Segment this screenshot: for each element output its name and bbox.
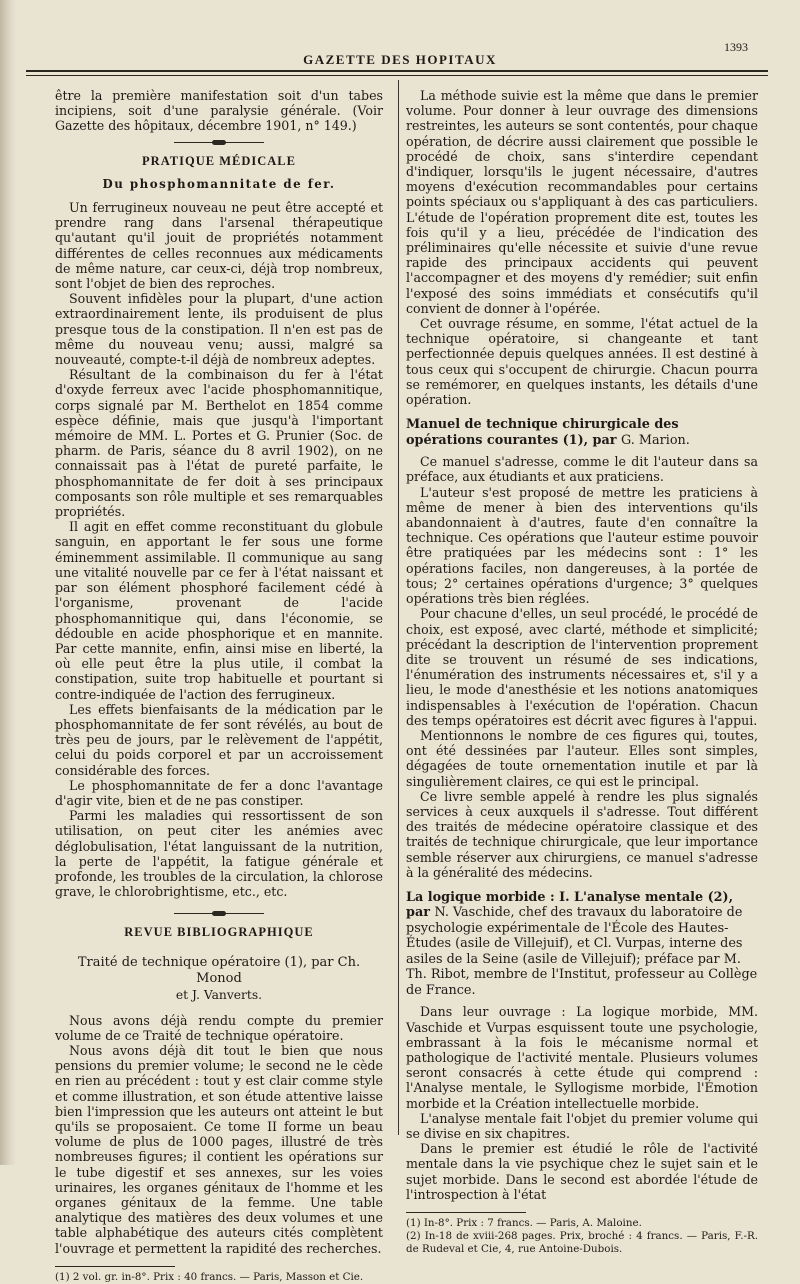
paragraph: L'auteur s'est proposé de mettre les praticiens à même de mener à bien des interventions qu'ils abandonnaient à d'autres, faute d'en connaître la technique. Ces opérations que l'auteur estime pouvoir être pratiquées par les médecins sont : 1° les opérations faciles, non dangereuses, à la portée de tous; 2° certaines opérations d'urgence; 3° quelques opérations très bien réglées. [406,484,758,607]
book-title-monod [55,955,383,1003]
header-rule-thin [26,75,768,76]
header-rule-thick [26,70,768,72]
footnote: (1) In-8°. Prix : 7 francs. — Paris, A. Maloine. [406,1217,642,1230]
paragraph: Il agit en effet comme reconstituant du globule sanguin, en apportant le fer sous une forme éminemment assimilable. Il communique au sang une vitalité nouvelle par ce fer à l'état naissant et par son élément phosphoré facilement cédé à l'organisme, provenant de l'acide phosphomannitique qui, dans l'économie, se dédouble en acide phosphorique et en mannite. Par cette mannite, enfin, ainsi mise en liberté, la où elle peut être la plus utile, il combat la constipation, suite trop habituelle et pourtant si contre-indiquée de l'action des ferrugineux. [55,519,383,702]
paragraph: Résultant de la combinaison du fer à l'état d'oxyde ferreux avec l'acide phosphomannitique, corps signalé par M. Berthelot en 1854 comme espèce définie, mais que jusqu'à l'important mémoire de MM. L. Portes et G. Prunier (Soc. de pharm. de Paris, séance du 8 avril 1902), on ne connaissait pas à l'état de pureté parfaite, le phosphomannitate de fer doit à ses principaux composants son rôle multiple et ses remarquables propriétés. [55,367,383,520]
paragraph: Un ferrugineux nouveau ne peut être accepté et prendre rang dans l'arsenal thérapeutique qu'autant qu'il jouit de propriétés notamment différentes de celles reconnues aux médicaments de même nature, car ceux-ci, déjà trop nombreux, sont l'objet de bien des reproches. [55,200,383,292]
paragraph: Mentionnons le nombre de ces figures qui, toutes, ont été dessinées par l'auteur. Elles sont simples, dégagées de toute ornementation inutile et par là singulièrement claires, ce qui est le principal. [406,727,758,789]
paragraph: Les effets bienfaisants de la médication par le phosphomannitate de fer sont révélés, au bout de très peu de jours, par le relèvement de l'appétit, celui du poids corporel et par un accroissement considérable des forces. [55,701,383,778]
footnote-rule [55,1266,175,1267]
paragraph: L'analyse mentale fait l'objet du premier volume qui se divise en six chapitres. [406,1110,758,1142]
paragraph: Souvent infidèles pour la plupart, d'une action extraordinairement lente, ils produisent de plus presque tous de la constipation. Il n'en est pas de même du nouveau venu; aussi, malgré sa nouveauté, compte-t-il déjà de nombreux adeptes. [55,291,383,368]
paragraph: Dans le premier est étudié le rôle de l'activité mentale dans la vie psychique chez le sujet sain et le sujet morbide. Dans le second est abordée l'étude de l'introspection à l'état [406,1141,758,1202]
page-header-title: GAZETTE DES HOPITAUX [303,52,497,67]
footnote: (2) In-18 de xviii-268 pages. Prix, broché : 4 francs. — Paris, F.-R. de Rudeval et Cie, 4, rue Antoine-Dubois. [406,1230,758,1256]
paragraph: Ce manuel s'adresse, comme le dit l'auteur dans sa préface, aux étudiants et aux praticiens. [406,454,758,485]
article-title-phosphomannitate: Du phosphomannitate de fer. [102,176,336,191]
book-authors: et J. Vanverts. [175,987,263,1002]
paragraph: Nous avons déjà rendu compte du premier volume de ce Traité de technique opératoire. [55,1012,383,1043]
ornament-divider [174,140,264,146]
book-title-text: La logique morbide : I. L'analyse mentale (2), par [406,889,734,921]
book-title-logique-morbide [406,890,758,999]
ornament-divider [174,911,264,917]
book-authors: G. Marion. [621,432,690,448]
paragraph: La méthode suivie est la même que dans le premier volume. Pour donner à leur ouvrage des dimensions restreintes, les auteurs se sont contentés, pour chaque opération, de décrire aussi clairement que possible le procédé de choix, sans s'interdire cependant d'indiquer, lorsqu'ils le jugent nécessaire, d'autres moyens d'exécution recommandables pour certains points spéciaux ou s'appliquant à des cas particuliers. L'étude de l'opération proprement dite est, toutes les fois qu'il y a lieu, précédée de l'indication des préliminaires qu'elle nécessite et suivie d'une revue rapide des principaux accidents qui peuvent l'accompagner et des moyens d'y remédier; suit enfin l'exposé des soins immédiats et consécutifs qu'il convient de donner à l'opérée. [406,88,758,316]
section-heading-pratique: PRATIQUE MÉDICALE [142,153,296,168]
paragraph: Cet ouvrage résume, en somme, l'état actuel de la technique opératoire, si changeante et tant perfectionnée depuis quelques années. Il est destiné à tous ceux qui s'occupent de chirurgie. Chacun pourra se remémorer, en quelques instants, les détails d'une opération. [406,316,758,408]
paragraph: Nous avons déjà dit tout le bien que nous pensions du premier volume; le second ne le cède en rien au précédent : tout y est clair comme style et comme illustration, et son étude attentive laisse bien l'impression que les auteurs ont atteint le but qu'ils se proposaient. Ce tome II forme un beau volume de plus de 1000 pages, illustré de très nombreuses figures; il contient les opérations sur le tube digestif et ses annexes, sur les voies urinaires, les organes génitaux de l'homme et les organes génitaux de la femme. Une table analytique des matières des deux volumes et une table alphabétique des auteurs cités complètent l'ouvrage et permettent la rapidité des recherches. [55,1042,383,1256]
intro-paragraph: être la première manifestation soit d'un tabes incipiens, soit d'une paralysie générale. (Voir Gazette des hôpitaux, décembre 1901, n° 149.) [55,88,383,134]
paragraph: Le phosphomannitate de fer a donc l'avantage d'agir vite, bien et de ne pas constiper. [55,777,383,808]
left-column [55,88,383,1284]
section-heading-revue: REVUE BIBLIOGRAPHIQUE [124,925,314,940]
footnote-rule [406,1212,526,1213]
paragraph: Ce livre semble appelé à rendre les plus signalés services à ceux auxquels il s'adresse. Tout différent des traités de médecine opératoire classique et des traités de technique chirurgicale, que leur importance semble réserver aux chirurgiens, ce manuel s'adresse à la généralité des médecins. [406,788,758,880]
book-title-marion [406,417,758,448]
book-title-text: Manuel de technique chirurgicale des opérations courantes (1), par [406,417,679,448]
paragraph: Dans leur ouvrage : La logique morbide, MM. Vaschide et Vurpas esquissent toute une psychologie, embrassant à la fois le mécanisme normal et pathologique de l'activité mentale. Plusieurs volumes seront consacrés à cette étude qui comprend : l'Analyse mentale, le Syllogisme morbide, l'Émotion morbide et la Création intellectuelle morbide. [406,1004,758,1111]
book-authors: N. Vaschide, chef des travaux du laboratoire de psychologie expérimentale de l'École des Hautes-Études (asile de Villejuif), et Cl. Vurpas, interne des asiles de la Seine (asile de Villejuif); préface par M. Th. Ribot, membre de l'Institut, professeur au Collège de France. [406,905,758,998]
book-title-text: Traité de technique opératoire (1), par Ch. Monod [77,954,361,986]
footnote: (1) 2 vol. gr. in-8°. Prix : 40 francs. — Paris, Masson et Cie. [55,1270,364,1283]
paragraph: Parmi les maladies qui ressortissent de son utilisation, on peut citer les anémies avec déglobulisation, l'état languissant de la nutrition, la perte de l'appétit, la fatigue générale et profonde, les troubles de la circulation, la chlorose grave, le chlorobrightisme, etc., etc. [55,808,383,900]
column-divider [398,80,399,1135]
page-number: 1393 [724,40,748,54]
binding-edge [0,0,16,1165]
right-column [406,88,758,1256]
paragraph: Pour chacune d'elles, un seul procédé, le procédé de choix, est exposé, avec clarté, méthode et simplicité; précédant la description de l'intervention proprement dite se trouvent un résumé de ses indications, l'énumération des instruments nécessaires et, s'il y a lieu, le mode d'anesthésie et les notions anatomiques indispensables à l'exécution de l'opération. Chacun des temps opératoires est décrit avec figures à l'appui. [406,606,758,728]
